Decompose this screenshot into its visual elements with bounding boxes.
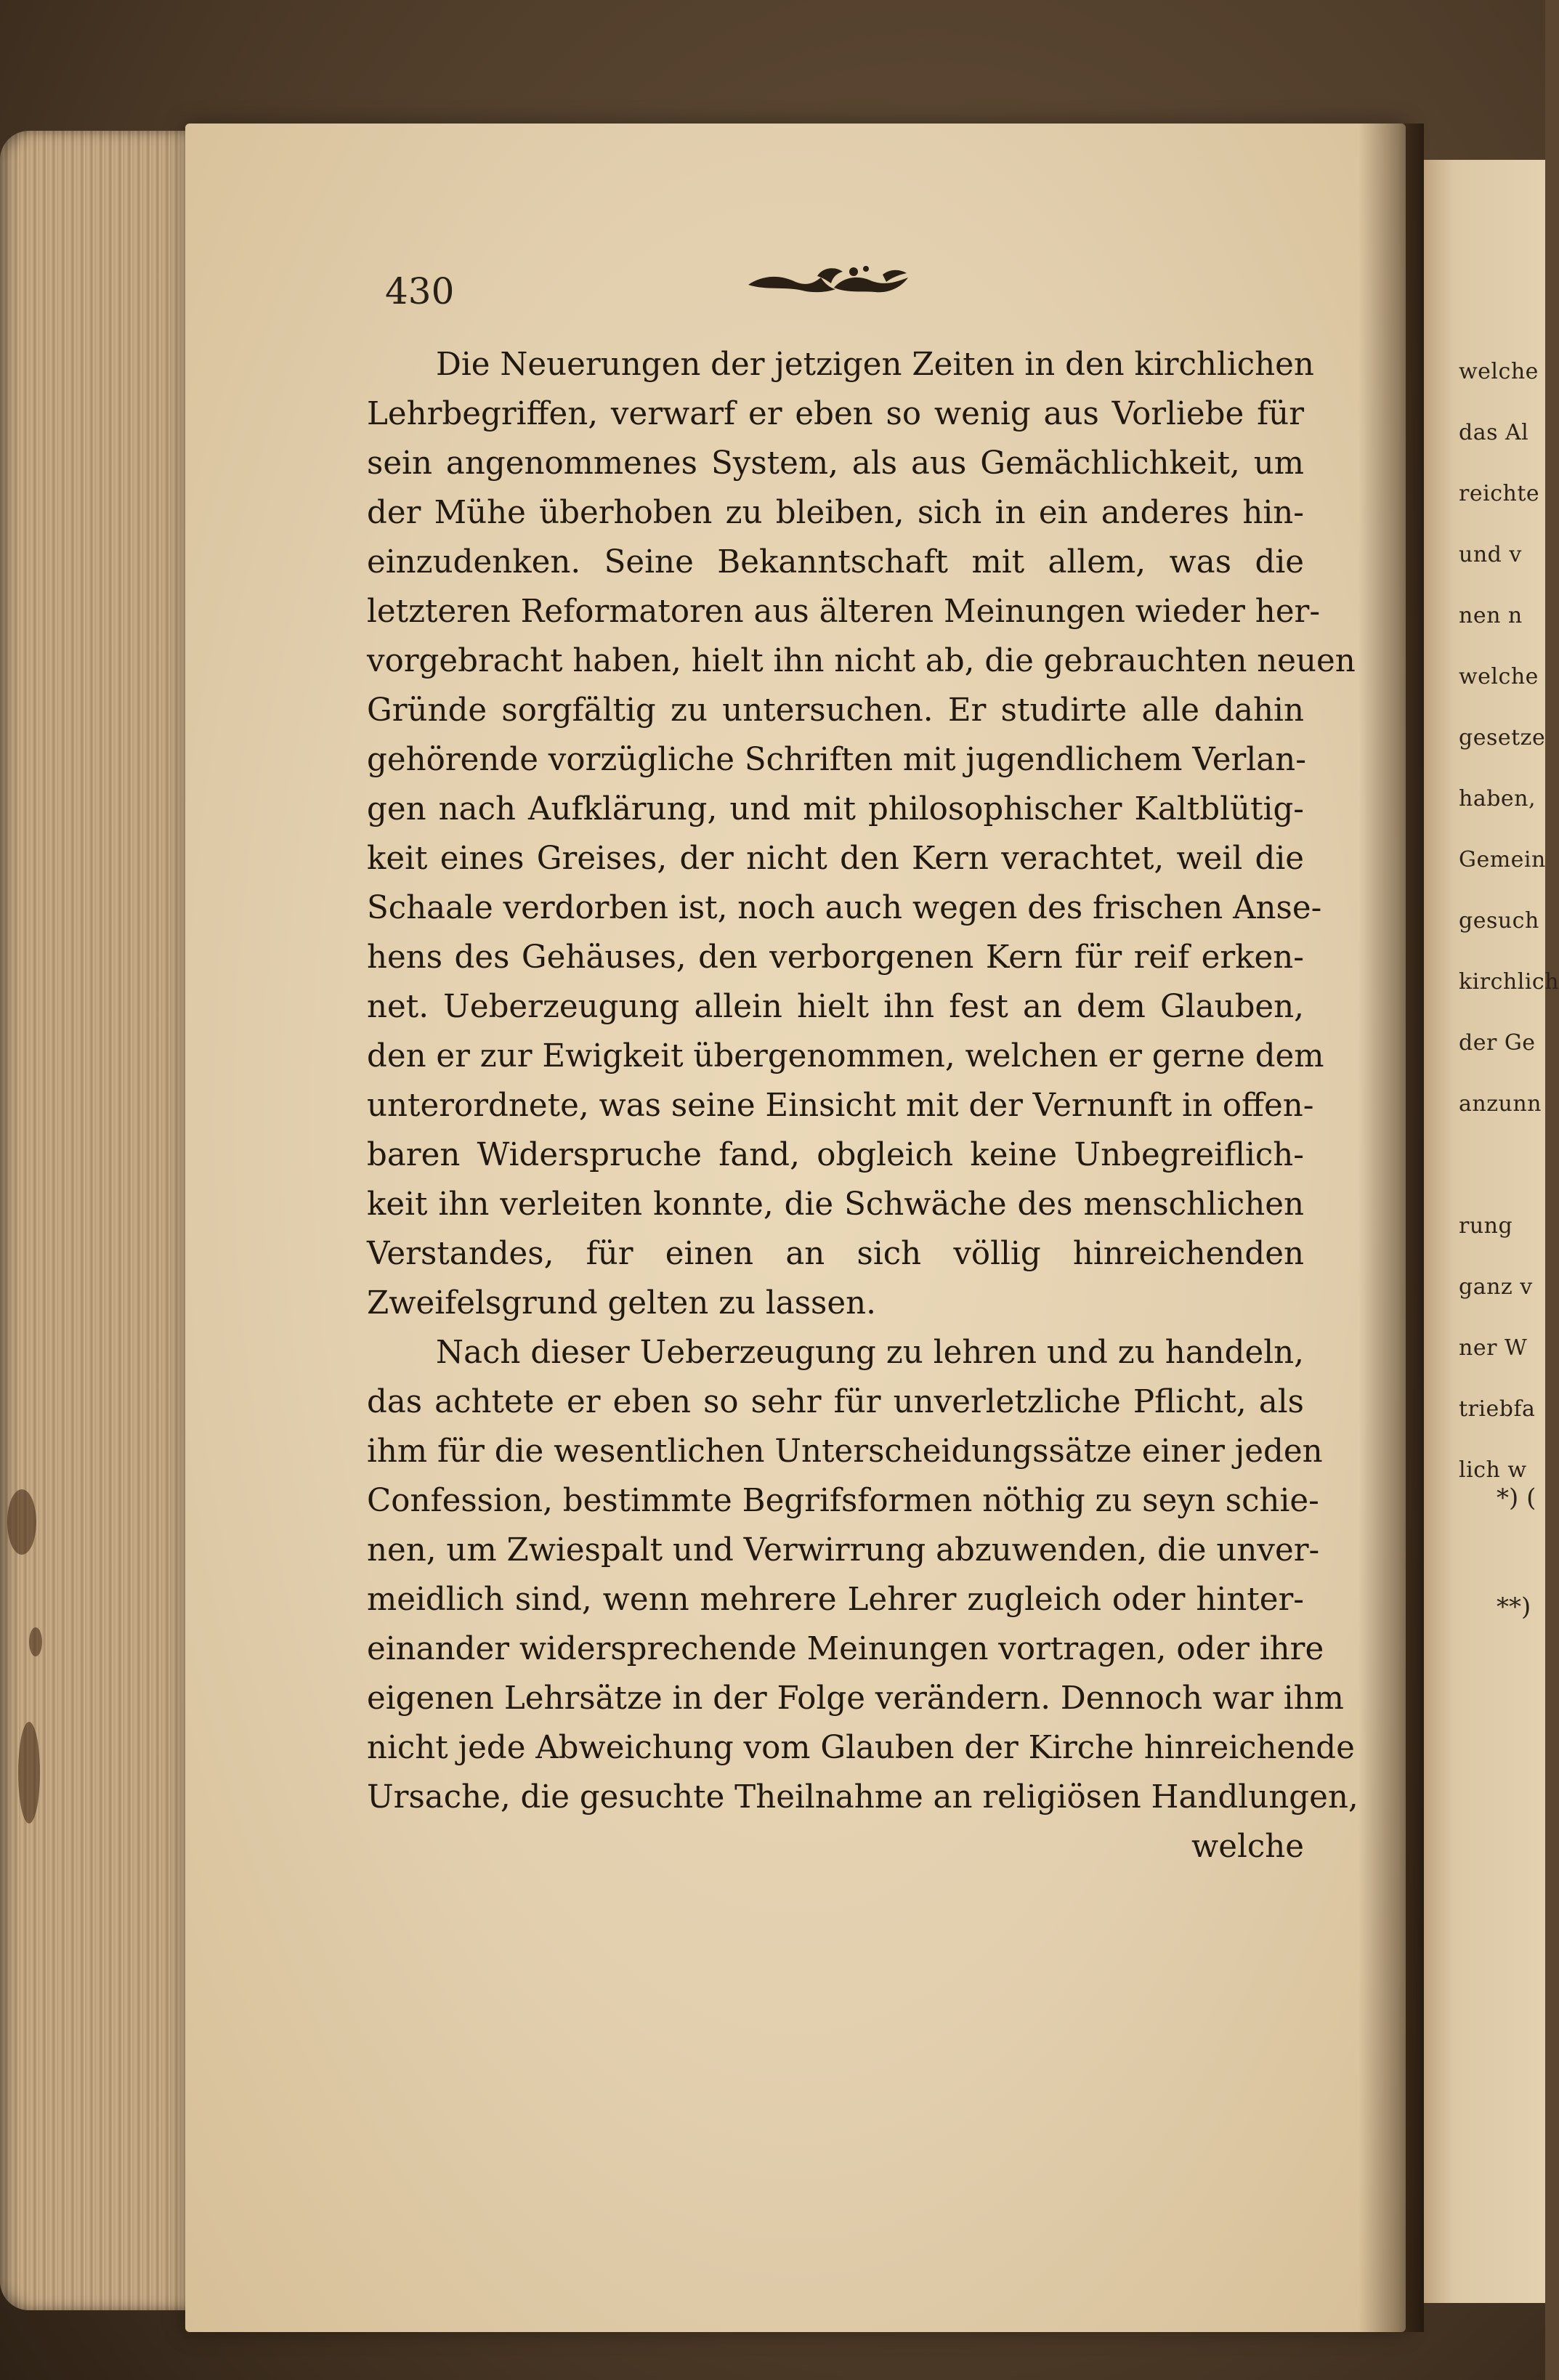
text-line: Confession, bestimmte Begrifsformen nöthig zu seyn schie- [367,1483,1319,1519]
text-line: Lehrbegriffen, verwarf er eben so wenig aus Vorliebe für [367,396,1304,432]
facing-page-line: der Ge [1459,1030,1536,1056]
text-line: das achtete er eben so sehr für unverletzliche Pflicht, als [367,1384,1304,1420]
text-line: eigenen Lehrsätze in der Folge verändern. Dennoch war ihm [367,1680,1344,1717]
text-line: ihm für die wesentlichen Unterscheidungssätze einer jeden [367,1433,1323,1470]
text-line: nicht jede Abweichung vom Glauben der Kirche hinreichende [367,1730,1355,1766]
text-line: vorgebracht haben, hielt ihn nicht ab, die gebrauchten neuen [367,643,1356,679]
text-line: Nach dieser Ueberzeugung zu lehren und zu handeln, [436,1335,1304,1371]
foxing-stain [7,1489,36,1555]
text-line: nen, um Zwiespalt und Verwirrung abzuwenden, die unver- [367,1532,1320,1569]
text-line: unterordnete, was seine Einsicht mit der Vernunft in offen- [367,1088,1314,1124]
facing-page-line: haben, [1459,786,1536,811]
text-line: letzteren Reformatoren aus älteren Meinungen wieder her- [367,594,1321,630]
text-line: hens des Gehäuses, den verborgenen Kern für reif erken- [367,939,1304,976]
facing-page-line: das Al [1459,420,1529,445]
facing-page-note-2: **) [1497,1592,1531,1622]
text-line: Schaale verdorben ist, noch auch wegen des frischen Anse- [367,890,1322,926]
facing-page-line: lich w [1459,1457,1527,1483]
page-gutter-shadow [1358,124,1424,2332]
facing-page-line: gesuch [1459,908,1539,934]
foxing-stain [18,1722,40,1824]
facing-page-line: anzunn [1459,1091,1542,1117]
body-text [367,340,1358,1871]
catchword: welche [1191,1829,1304,1865]
text-line: Verstandes, für einen an sich völlig hinreichenden [367,1236,1304,1272]
text-line: baren Widerspruche fand, obgleich keine Unbegreiflich- [367,1137,1304,1173]
text-line: der Mühe überhoben zu bleiben, sich in ein anderes hin- [367,495,1304,531]
text-line: Zweifelsgrund gelten zu lassen. [367,1285,876,1321]
facing-page-line [1459,1135,1546,1196]
text-line: sein angenommenes System, als aus Gemächlichkeit, um [367,445,1304,482]
text-line: einander widersprechende Meinungen vortragen, oder ihre [367,1631,1324,1667]
facing-page-line: ner W [1459,1335,1528,1361]
text-line: meidlich sind, wenn mehrere Lehrer zugleich oder hinter- [367,1582,1304,1618]
text-line: Gründe sorgfältig zu untersuchen. Er studirte alle dahin [367,692,1304,729]
text-line: Ursache, die gesuchte Theilnahme an religiösen Handlungen, [367,1779,1358,1816]
text-line: keit ihn verleiten konnte, die Schwäche des menschlichen [367,1186,1304,1223]
text-line: net. Ueberzeugung allein hielt ihn fest an dem Glauben, [367,989,1304,1025]
text-line: keit eines Greises, der nicht den Kern verachtet, weil die [367,841,1304,877]
foxing-stain [29,1627,42,1656]
page-number: 430 [385,270,455,312]
text-line: einzudenken. Seine Bekanntschaft mit allem, was die [367,544,1304,580]
facing-page-line: kirchlich [1459,969,1559,995]
facing-page-line: und v [1459,542,1522,567]
facing-page-line: welche [1459,664,1539,689]
facing-page-line: gesetze [1459,725,1546,750]
facing-page-line: ganz v [1459,1274,1533,1300]
facing-page-note-1: *) ( [1497,1484,1536,1513]
facing-page-text [1459,341,1559,1501]
facing-page-line: triebfa [1459,1396,1536,1422]
facing-page-line: rung [1459,1213,1513,1239]
facing-page-line: Gemein [1459,847,1546,873]
text-line: gehörende vorzügliche Schriften mit jugendlichem Verlan- [367,742,1306,778]
printer-ornament-icon [741,262,923,305]
facing-page-line: reichte [1459,481,1540,506]
facing-page-line: nen n [1459,603,1523,628]
text-line: gen nach Aufklärung, und mit philosophischer Kaltblütig- [367,791,1304,827]
text-line: den er zur Ewigkeit übergenommen, welchen er gerne dem [367,1038,1324,1074]
facing-page-line: welche [1459,359,1539,384]
text-line: Die Neuerungen der jetzigen Zeiten in den kirchlichen [436,347,1314,383]
